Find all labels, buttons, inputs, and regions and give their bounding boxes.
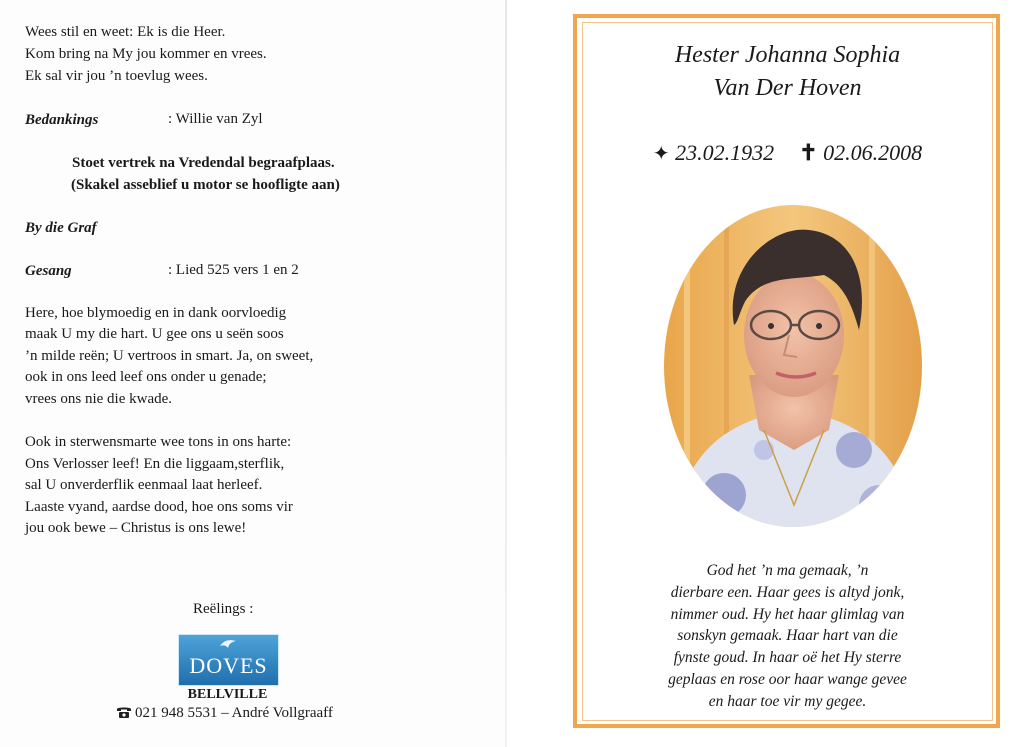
name-line-1: Hester Johanna Sophia [674,42,901,68]
hymn-line: Ons Verlosser leef! En die liggaam,sterflik, [25,456,285,472]
logo-city: BELLVILLE [187,687,268,702]
arrangements-label: Reëlings : [193,601,254,617]
hymn-line: Here, hoe blymoedig en in dank oorvloedig [25,305,287,321]
doves-logo [178,634,279,686]
verse-line-1: Wees stil en weet: Ek is die Heer. [25,24,226,40]
memorial-poem [600,560,975,713]
contact-line: 021 948 5531 – André Vollgraaff [135,705,333,721]
gesang-value: : Lied 525 vers 1 en 2 [168,262,299,278]
dates-row [582,140,993,166]
dove-icon [219,638,237,650]
poem-line: en haar toe vir my gegee. [708,692,867,710]
death-date: 02.06.2008 [823,140,923,165]
verse-line-2: Kom bring na My jou kommer en vrees. [25,46,267,62]
hymn-line: Ook in sterwensmarte wee tons in ons harte: [25,434,292,450]
poem-line: dierbare een. Haar gees is altyd jonk, [670,583,905,601]
telephone-icon [116,705,132,719]
birth-date: 23.02.1932 [675,140,775,165]
bedankings-value: : Willie van Zyl [168,111,263,127]
hymn-line: jou ook bewe – Christus is ons lewe! [25,520,247,536]
cross-icon: ✝ [799,140,818,165]
logo-text: DOVES [189,653,268,678]
portrait-photo [664,205,922,527]
hymn-line: Laaste vyand, aardse dood, hoe ons soms vir [25,499,293,515]
name-line-2: Van Der Hoven [713,75,862,101]
bedankings-label: Bedankings [25,112,99,128]
departure-line-2: (Skakel asseblief u motor se hoofligte aan) [71,177,340,193]
hymn-line: vrees ons nie die kwade. [25,391,173,407]
gesang-label: Gesang [25,263,72,279]
departure-line-1: Stoet vertrek na Vredendal begraafplaas. [72,155,335,171]
poem-line: fynste goud. In haar oë het Hy sterre [673,649,902,667]
hymn-line: ’n milde reën; U vertroos in smart. Ja, on sweet, [25,348,314,364]
poem-line: nimmer oud. Hy het haar glimlag van [670,605,905,623]
hymn-line: sal U onverderflik eenmaal laat herleef. [25,477,263,493]
portrait-illustration [664,205,922,527]
grave-heading: By die Graf [25,220,97,236]
birth-star-icon: ✦ [652,143,670,165]
poem-line: God het ’n ma gemaak, ’n [706,562,869,579]
hymn-line: maak U my die hart. U gee ons u seën soos [25,326,284,342]
verse-line-3: Ek sal vir jou ’n toevlug wees. [25,68,208,84]
hymn-line: ook in ons leed leef ons onder u genade; [25,369,267,385]
poem-line: sonskyn gemaak. Haar hart van die [677,627,898,645]
poem-line: geplaas en rose oor haar wange gevee [668,670,907,688]
